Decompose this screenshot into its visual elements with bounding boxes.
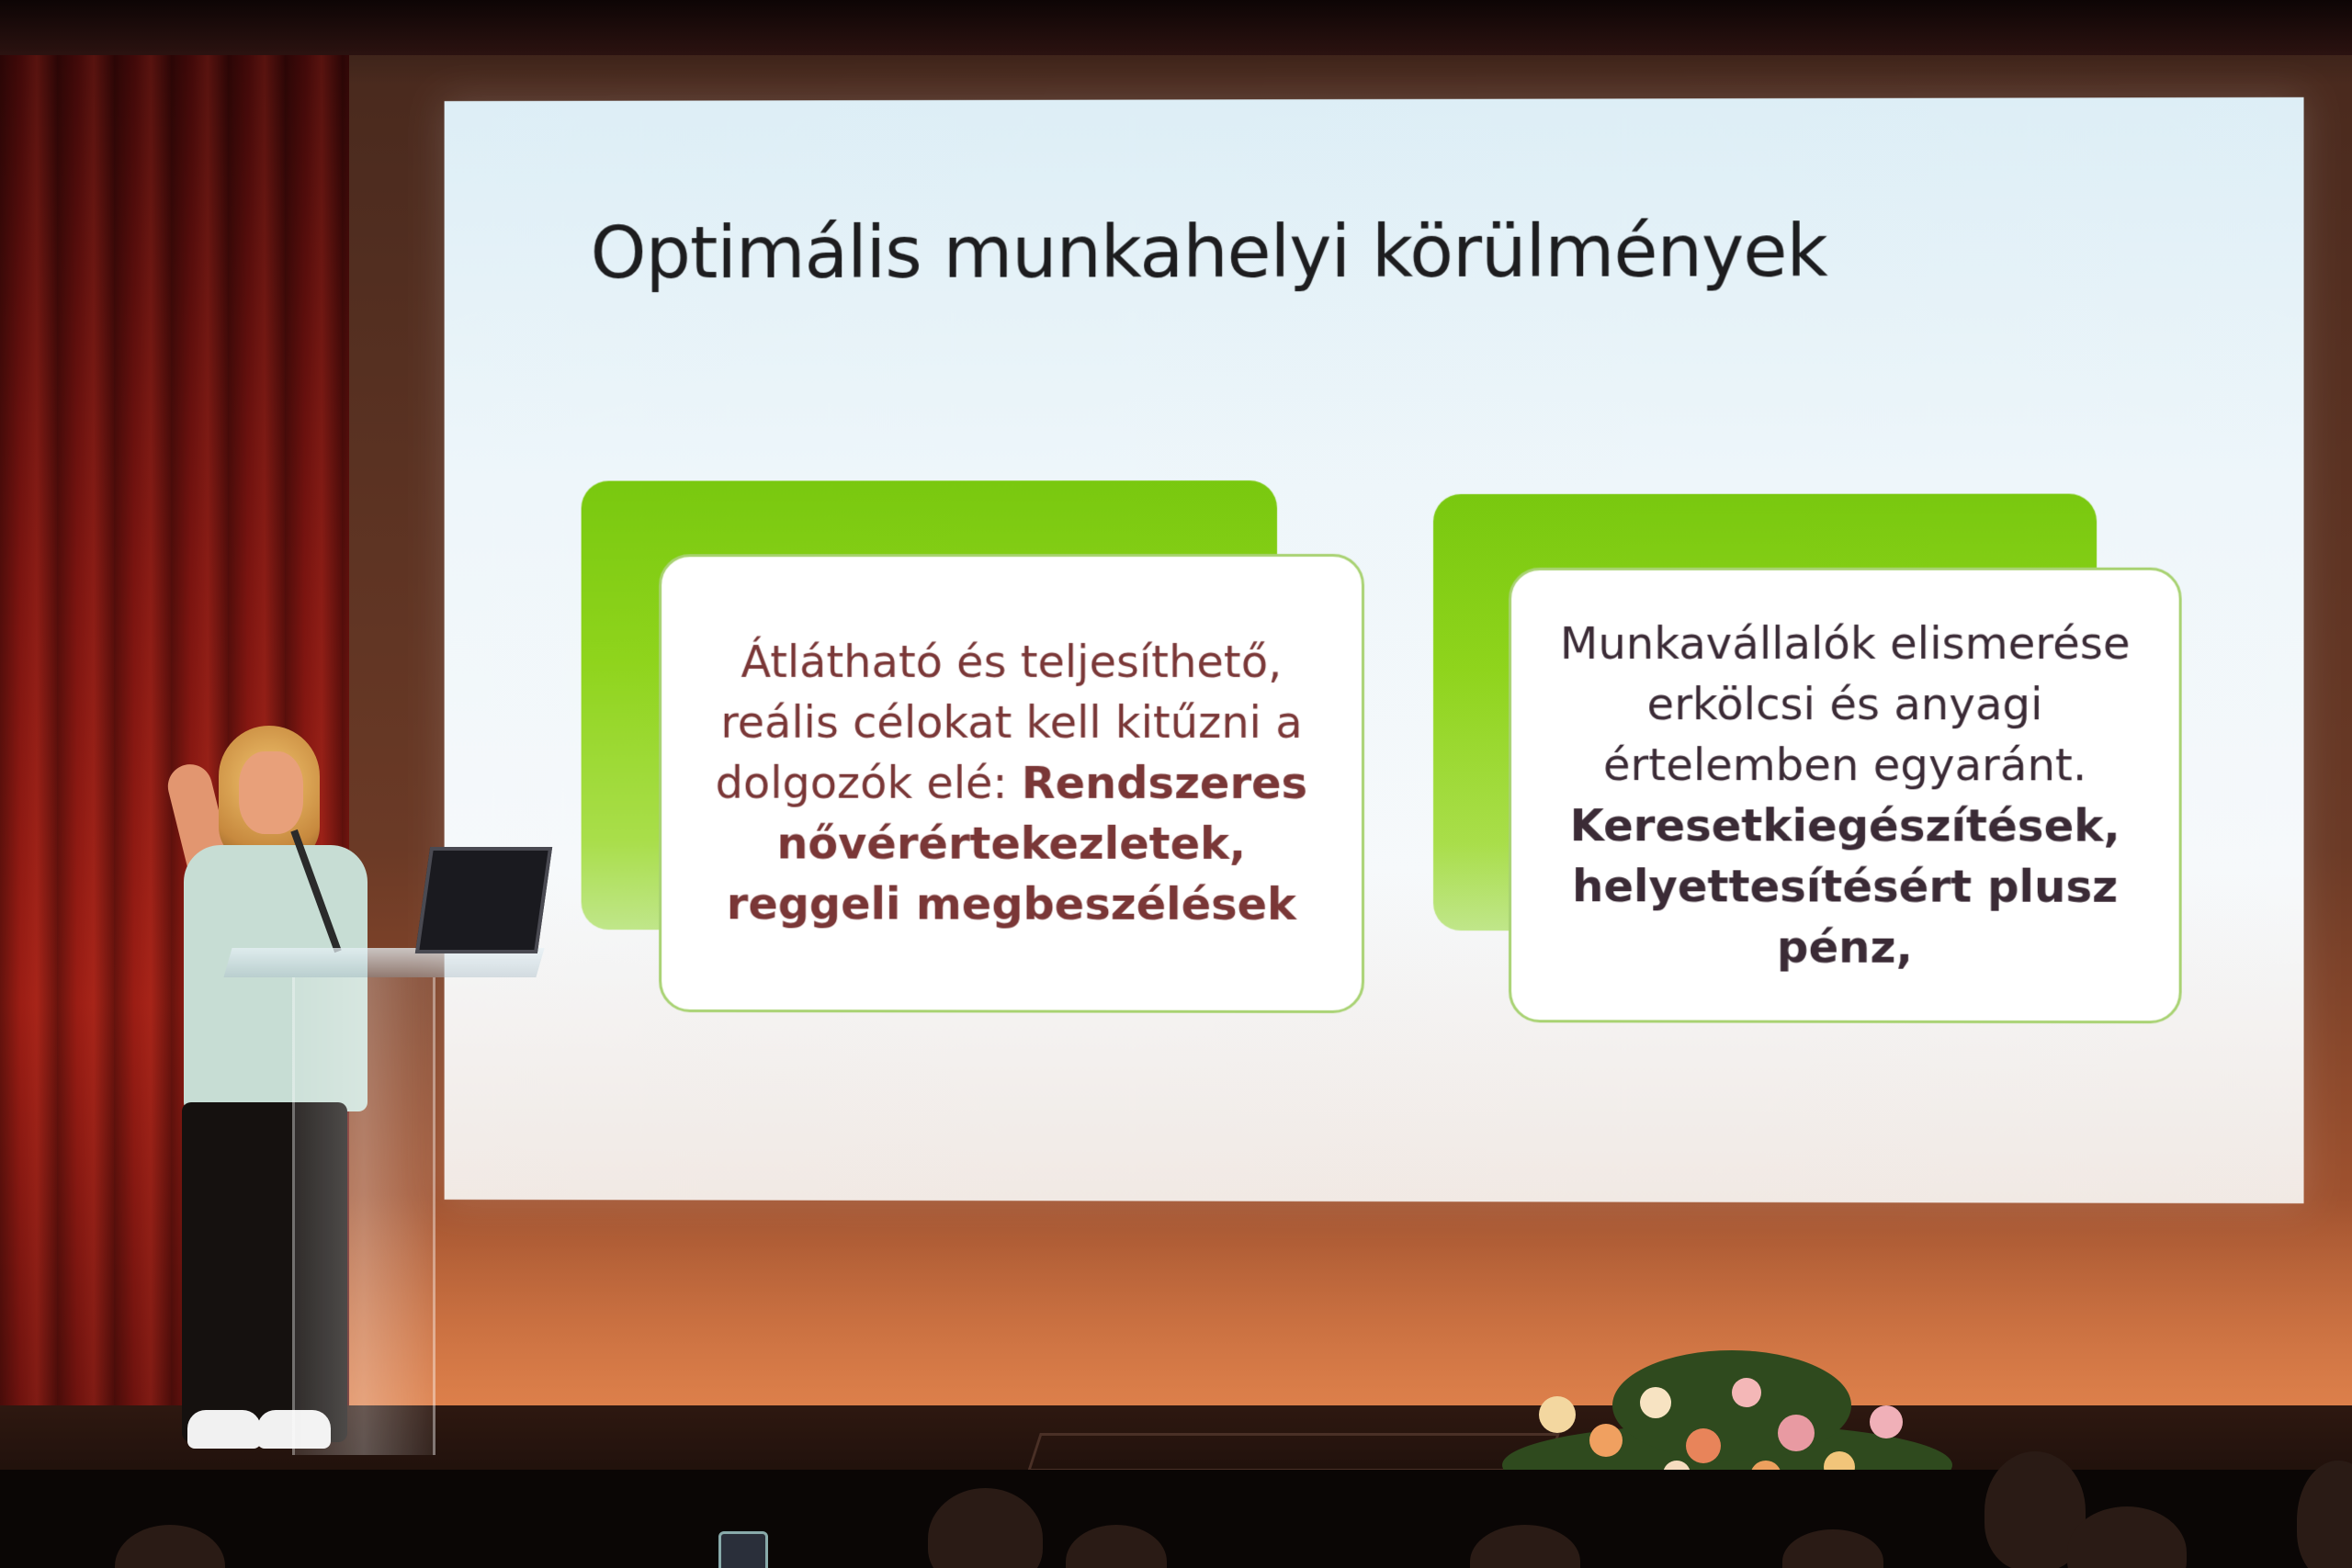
flower-bloom bbox=[1686, 1428, 1721, 1463]
flower-bloom bbox=[1870, 1405, 1903, 1438]
flower-bloom bbox=[1732, 1378, 1761, 1407]
flower-bloom bbox=[1640, 1387, 1671, 1418]
laptop bbox=[415, 847, 552, 953]
audience-head bbox=[115, 1525, 225, 1568]
audience-head bbox=[1782, 1529, 1883, 1568]
audience-head bbox=[928, 1488, 1043, 1568]
glass-podium bbox=[228, 948, 540, 1462]
right-box-text bbox=[1539, 613, 2151, 977]
left-box-text bbox=[698, 632, 1325, 935]
audience-phone bbox=[718, 1531, 768, 1568]
projection-screen bbox=[445, 97, 2304, 1203]
flower-bloom bbox=[1539, 1396, 1576, 1433]
right-box-regular-text: Munkavállalók elismerése erkölcsi és anyagi értelemben egyaránt. bbox=[1559, 617, 2131, 791]
audience-head bbox=[2297, 1461, 2352, 1568]
right-box-bold-text: Keresetkiegészítések, helyettesítésért plusz pénz, bbox=[1569, 799, 2120, 974]
flower-bloom bbox=[1778, 1415, 1815, 1451]
left-content-box bbox=[659, 554, 1364, 1013]
stage-floor-marking bbox=[1027, 1433, 1560, 1472]
presenter-face bbox=[239, 751, 303, 834]
audience-area bbox=[0, 1470, 2352, 1568]
left-box-bold-text: Rendszeres nővérértekezletek, reggeli megbeszélések bbox=[726, 757, 1308, 931]
flower-bloom bbox=[1589, 1424, 1623, 1457]
stage-light-glow bbox=[303, 1194, 2352, 1415]
slide-title: Optimális munkahelyi körülmények bbox=[590, 210, 1827, 296]
left-box-regular-text: Átlátható és teljesíthető, reális célokat kell kitűzni a dolgozók elé: bbox=[715, 637, 1303, 809]
audience-head bbox=[1066, 1525, 1167, 1568]
audience-head bbox=[1470, 1525, 1580, 1568]
top-valance bbox=[0, 0, 2352, 55]
right-content-box bbox=[1509, 568, 2182, 1024]
podium-body bbox=[292, 977, 435, 1455]
